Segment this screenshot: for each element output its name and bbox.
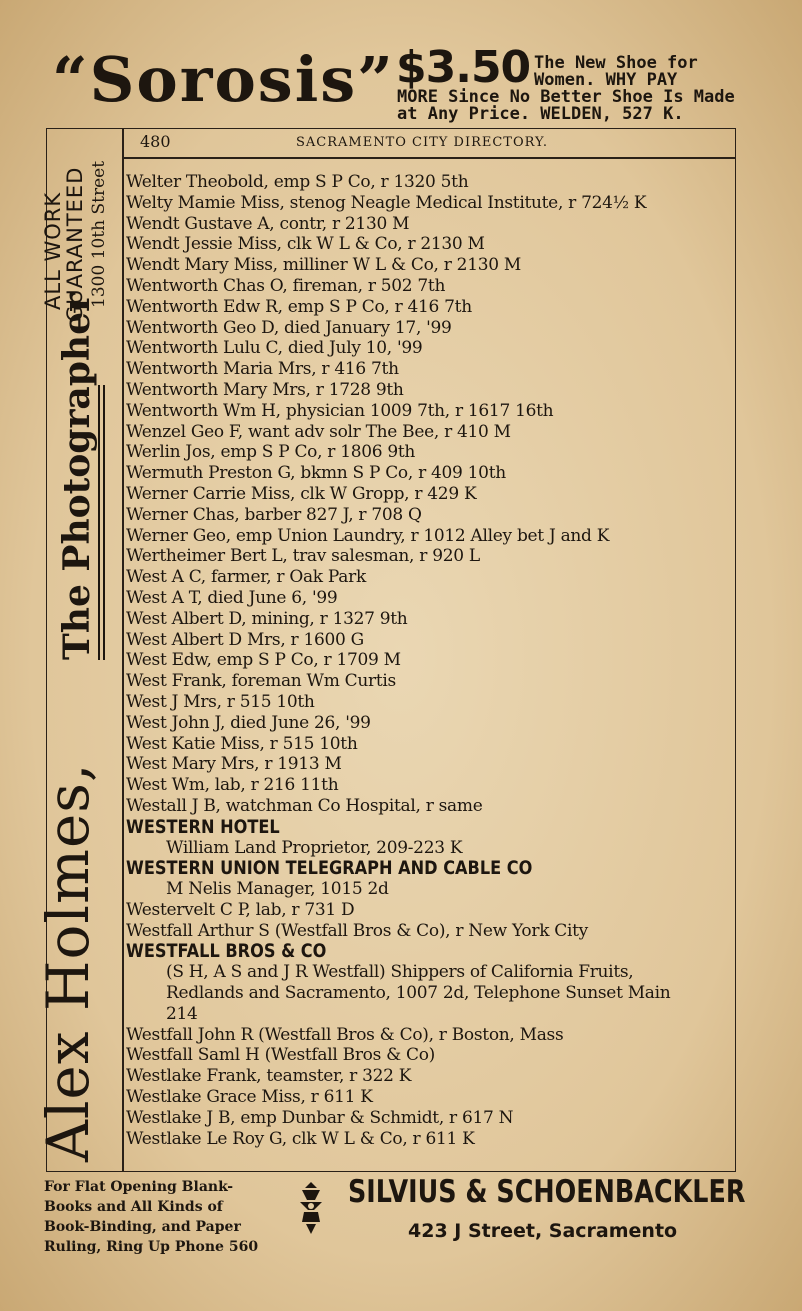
directory-entry: Westlake Le Roy G, clk W L & Co, r 611 K	[126, 1128, 475, 1149]
directory-entry: Westervelt C P, lab, r 731 D	[126, 899, 355, 920]
directory-entry: Werlin Jos, emp S P Co, r 1806 9th	[126, 442, 416, 463]
directory-entry: Werner Carrie Miss, clk W Gropp, r 429 K	[126, 483, 477, 504]
studio-address: 1300 10th Street	[89, 160, 109, 308]
directory-entry: Wertheimer Bert L, trav salesman, r 920 L	[126, 546, 480, 567]
sorosis-brand: “Sorosis”	[52, 43, 395, 116]
directory-entry: Wentworth Lulu C, died July 10, '99	[126, 338, 423, 359]
directory-entry: Welter Theobold, emp S P Co, r 1320 5th	[126, 172, 469, 192]
directory-entry: Westlake Frank, teamster, r 322 K	[126, 1066, 412, 1087]
bookbinding-line: Book-Binding, and Paper	[44, 1219, 241, 1235]
directory-entry: Wermuth Preston G, bkmn S P Co, r 409 10th	[126, 463, 506, 484]
business-heading: WESTFALL BROS & CO	[126, 940, 327, 963]
bookbinding-line: Books and All Kinds of	[44, 1199, 223, 1215]
directory-entry: West Frank, foreman Wm Curtis	[126, 671, 396, 692]
directory-entry: Werner Geo, emp Union Laundry, r 1012 Alley bet J and K	[126, 525, 610, 546]
directory-entry: West Edw, emp S P Co, r 1709 M	[126, 650, 401, 671]
header-rule	[122, 157, 736, 159]
directory-entry: Wentworth Mary Mrs, r 1728 9th	[126, 379, 404, 400]
ornament-icon	[296, 1180, 326, 1236]
photographer-name: Alex Holmes,	[34, 762, 102, 1162]
directory-entry: Westfall John R (Westfall Bros & Co), r Boston, Mass	[126, 1024, 564, 1045]
directory-entry: West Wm, lab, r 216 11th	[126, 775, 339, 796]
ad-line-4: at Any Price. WELDEN, 527 K.	[397, 104, 684, 124]
directory-entry: M Nelis Manager, 1015 2d	[166, 879, 389, 900]
directory-entry: West Albert D, mining, r 1327 9th	[126, 608, 408, 629]
directory-entry: Wentworth Edw R, emp S P Co, r 416 7th	[126, 296, 472, 317]
ad-line-3: MORE Since No Better Shoe Is Made	[397, 87, 735, 107]
directory-entry: Wenzel Geo F, want adv solr The Bee, r 410 M	[126, 421, 511, 442]
photographer-title: The Photographer	[56, 293, 98, 660]
directory-entry: West John J, died June 26, '99	[126, 712, 371, 733]
shoe-price: $3.50	[396, 42, 531, 93]
directory-entry: Wentworth Chas O, fireman, r 502 7th	[126, 275, 446, 296]
directory-entry: Westlake J B, emp Dunbar & Schmidt, r 617 N	[126, 1107, 514, 1128]
directory-entry: West Albert D Mrs, r 1600 G	[126, 629, 364, 650]
directory-entry: Westlake Grace Miss, r 611 K	[126, 1087, 373, 1108]
running-head: SACRAMENTO CITY DIRECTORY.	[296, 135, 549, 150]
directory-entry: Welty Mamie Miss, stenog Neagle Medical Institute, r 724½ K	[126, 192, 647, 213]
ad-line-2: Women. WHY PAY	[534, 70, 678, 90]
bookbinding-line: For Flat Opening Blank-	[44, 1179, 234, 1195]
directory-entry: West Katie Miss, r 515 10th	[126, 733, 358, 754]
side-rule	[98, 385, 100, 660]
top-advertisement	[0, 0, 802, 128]
directory-entry: Wendt Mary Miss, milliner W L & Co, r 2130 M	[126, 255, 521, 276]
directory-entry: West A T, died June 6, '99	[126, 587, 338, 608]
directory-entries	[126, 172, 734, 1149]
directory-entry: West Mary Mrs, r 1913 M	[126, 754, 342, 775]
ad-line-1: The New Shoe for	[534, 53, 698, 73]
directory-entry: Wendt Jessie Miss, clk W L & Co, r 2130 M	[126, 234, 485, 255]
directory-entry: Redlands and Sacramento, 1007 2d, Telephone Sunset Main	[166, 983, 671, 1004]
guaranteed-text: GUARANTEED	[63, 166, 87, 322]
page-number: 480	[140, 132, 171, 151]
directory-entry: Wentworth Geo D, died January 17, '99	[126, 317, 452, 338]
directory-entry: Westfall Arthur S (Westfall Bros & Co), r New York City	[126, 920, 588, 941]
directory-entry: Wendt Gustave A, contr, r 2130 M	[126, 213, 410, 234]
directory-entry: Wentworth Maria Mrs, r 416 7th	[126, 359, 399, 380]
directory-entry: Werner Chas, barber 827 J, r 708 Q	[126, 504, 422, 525]
company-address: 423 J Street, Sacramento	[408, 1220, 678, 1242]
company-name: SILVIUS & SCHOENBACKLER	[348, 1174, 746, 1210]
business-heading: WESTERN UNION TELEGRAPH AND CABLE CO	[126, 857, 533, 880]
all-work-text: ALL WORK	[41, 191, 65, 310]
directory-entry: William Land Proprietor, 209-223 K	[166, 837, 463, 858]
side-rule	[103, 385, 105, 660]
bookbinding-line: Ruling, Ring Up Phone 560	[44, 1239, 259, 1255]
business-heading: WESTERN HOTEL	[126, 815, 280, 838]
directory-entry: Westfall Saml H (Westfall Bros & Co)	[126, 1045, 436, 1066]
directory-entry: West A C, farmer, r Oak Park	[126, 567, 366, 588]
column-divider	[122, 128, 124, 1172]
bookbinding-ad	[44, 1177, 284, 1257]
directory-entry: Wentworth Wm H, physician 1009 7th, r 1617 16th	[126, 400, 554, 421]
directory-entry: 214	[166, 1003, 198, 1024]
directory-entry: West J Mrs, r 515 10th	[126, 691, 315, 712]
directory-entry: (S H, A S and J R Westfall) Shippers of California Fruits,	[166, 962, 634, 983]
directory-entry: Westall J B, watchman Co Hospital, r same	[126, 795, 483, 816]
